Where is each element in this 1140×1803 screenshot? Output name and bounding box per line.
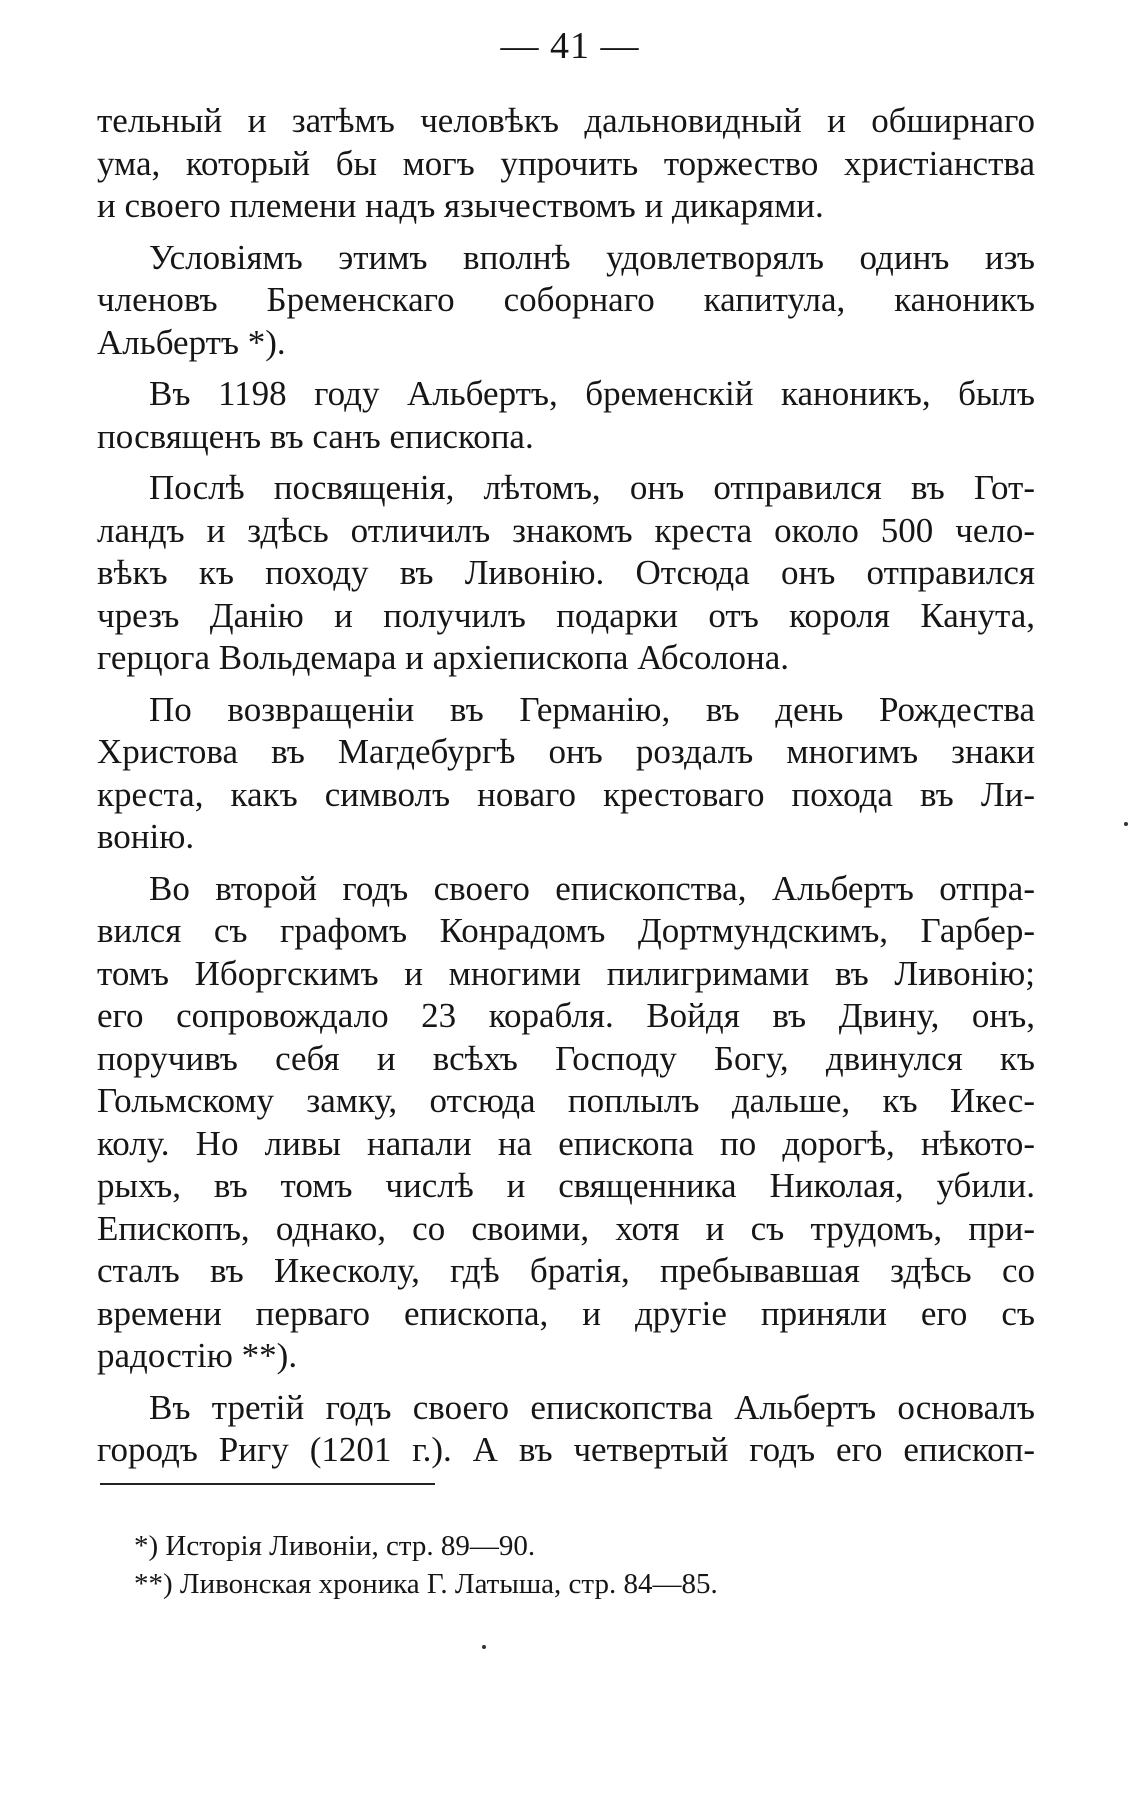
text-line: радостію **).	[97, 1336, 298, 1375]
text-line: Въ 1198 году Альбертъ, бременскій каноникъ, былъ	[149, 374, 1035, 413]
text-line: времени перваго епископа, и другіе приняли его съ	[97, 1293, 1035, 1333]
page-number: — 41 —	[500, 25, 640, 67]
text-line: колу. Но ливы напали на епископа по дорогѣ, нѣкото-	[97, 1123, 1035, 1163]
paragraph	[97, 237, 1035, 365]
paragraph	[97, 1387, 1035, 1472]
text-line: и своего племени надъ язычествомъ и дикарями.	[97, 186, 824, 225]
paragraph	[97, 868, 1035, 1378]
text-line: Епископъ, однако, со своими, хотя и съ трудомъ, при-	[97, 1208, 1035, 1248]
text-line: посвященъ въ санъ епископа.	[97, 416, 534, 456]
paragraph	[97, 467, 1035, 680]
footnote-divider	[100, 1483, 435, 1485]
text-line: Во второй годъ своего епископства, Альбертъ отпра-	[149, 868, 1035, 908]
text-line: Послѣ посвященія, лѣтомъ, онъ отправился въ Гот-	[149, 468, 1035, 507]
text-line: вился съ графомъ Конрадомъ Дортмундскимъ, Гарбер-	[97, 911, 1035, 950]
text-line: креста, какъ символъ новаго крестоваго похода въ Ли-	[97, 774, 1035, 814]
text-line: его сопровождало 23 корабля. Войдя въ Двину, онъ,	[97, 996, 1035, 1035]
text-line: сталъ въ Икесколу, гдѣ братія, пребывавшая здѣсь со	[97, 1251, 1035, 1290]
footnote: *) Исторія Ливоніи, стр. 89—90.	[134, 1530, 536, 1562]
text-line: городъ Ригу (1201 г.). А въ четвертый годъ его епископ-	[97, 1430, 1035, 1469]
text-line: герцога Вольдемара и архіепископа Абсолона.	[97, 638, 790, 677]
scan-speck	[1124, 822, 1128, 826]
text-line: чрезъ Данію и получилъ подарки отъ короля Канута,	[97, 595, 1035, 635]
text-line: томъ Иборгскимъ и многими пилигримами въ Ливонію;	[97, 953, 1035, 993]
text-line: рыхъ, въ томъ числѣ и священника Николая, убили.	[97, 1166, 1035, 1205]
scan-speck	[482, 1645, 486, 1649]
text-line: Христова въ Магдебургѣ онъ роздалъ многимъ знаки	[97, 732, 1035, 771]
paragraph	[97, 689, 1035, 859]
text-line: ума, который бы могъ упрочить торжество христіанства	[97, 143, 1035, 183]
text-line: По возвращеніи въ Германію, въ день Рождества	[149, 689, 1035, 729]
text-line: Условіямъ этимъ вполнѣ удовлетворялъ одинъ изъ	[149, 237, 1035, 277]
text-line: поручивъ себя и всѣхъ Господу Богу, двинулся къ	[97, 1038, 1035, 1078]
text-line: вонію.	[97, 817, 195, 856]
text-line: тельный и затѣмъ человѣкъ дальновидный и обширнаго	[97, 101, 1035, 140]
text-line: Въ третій годъ своего епископства Альбертъ основалъ	[149, 1387, 1035, 1427]
paragraph	[97, 100, 1035, 228]
body-text	[97, 100, 1035, 1472]
paragraph	[97, 373, 1035, 458]
text-line: вѣкъ къ походу въ Ливонію. Отсюда онъ отправился	[97, 553, 1035, 592]
footnote: **) Ливонская хроника Г. Латыша, стр. 84—85.	[134, 1568, 718, 1600]
text-line: Гольмскому замку, отсюда поплылъ дальше, къ Икес-	[97, 1081, 1035, 1120]
footnotes	[134, 1527, 1034, 1603]
text-line: ландъ и здѣсь отличилъ знакомъ креста около 500 чело-	[97, 510, 1035, 550]
text-line: Альбертъ *).	[97, 322, 286, 362]
text-line: членовъ Бременскаго соборнаго капитула, каноникъ	[97, 280, 1035, 319]
